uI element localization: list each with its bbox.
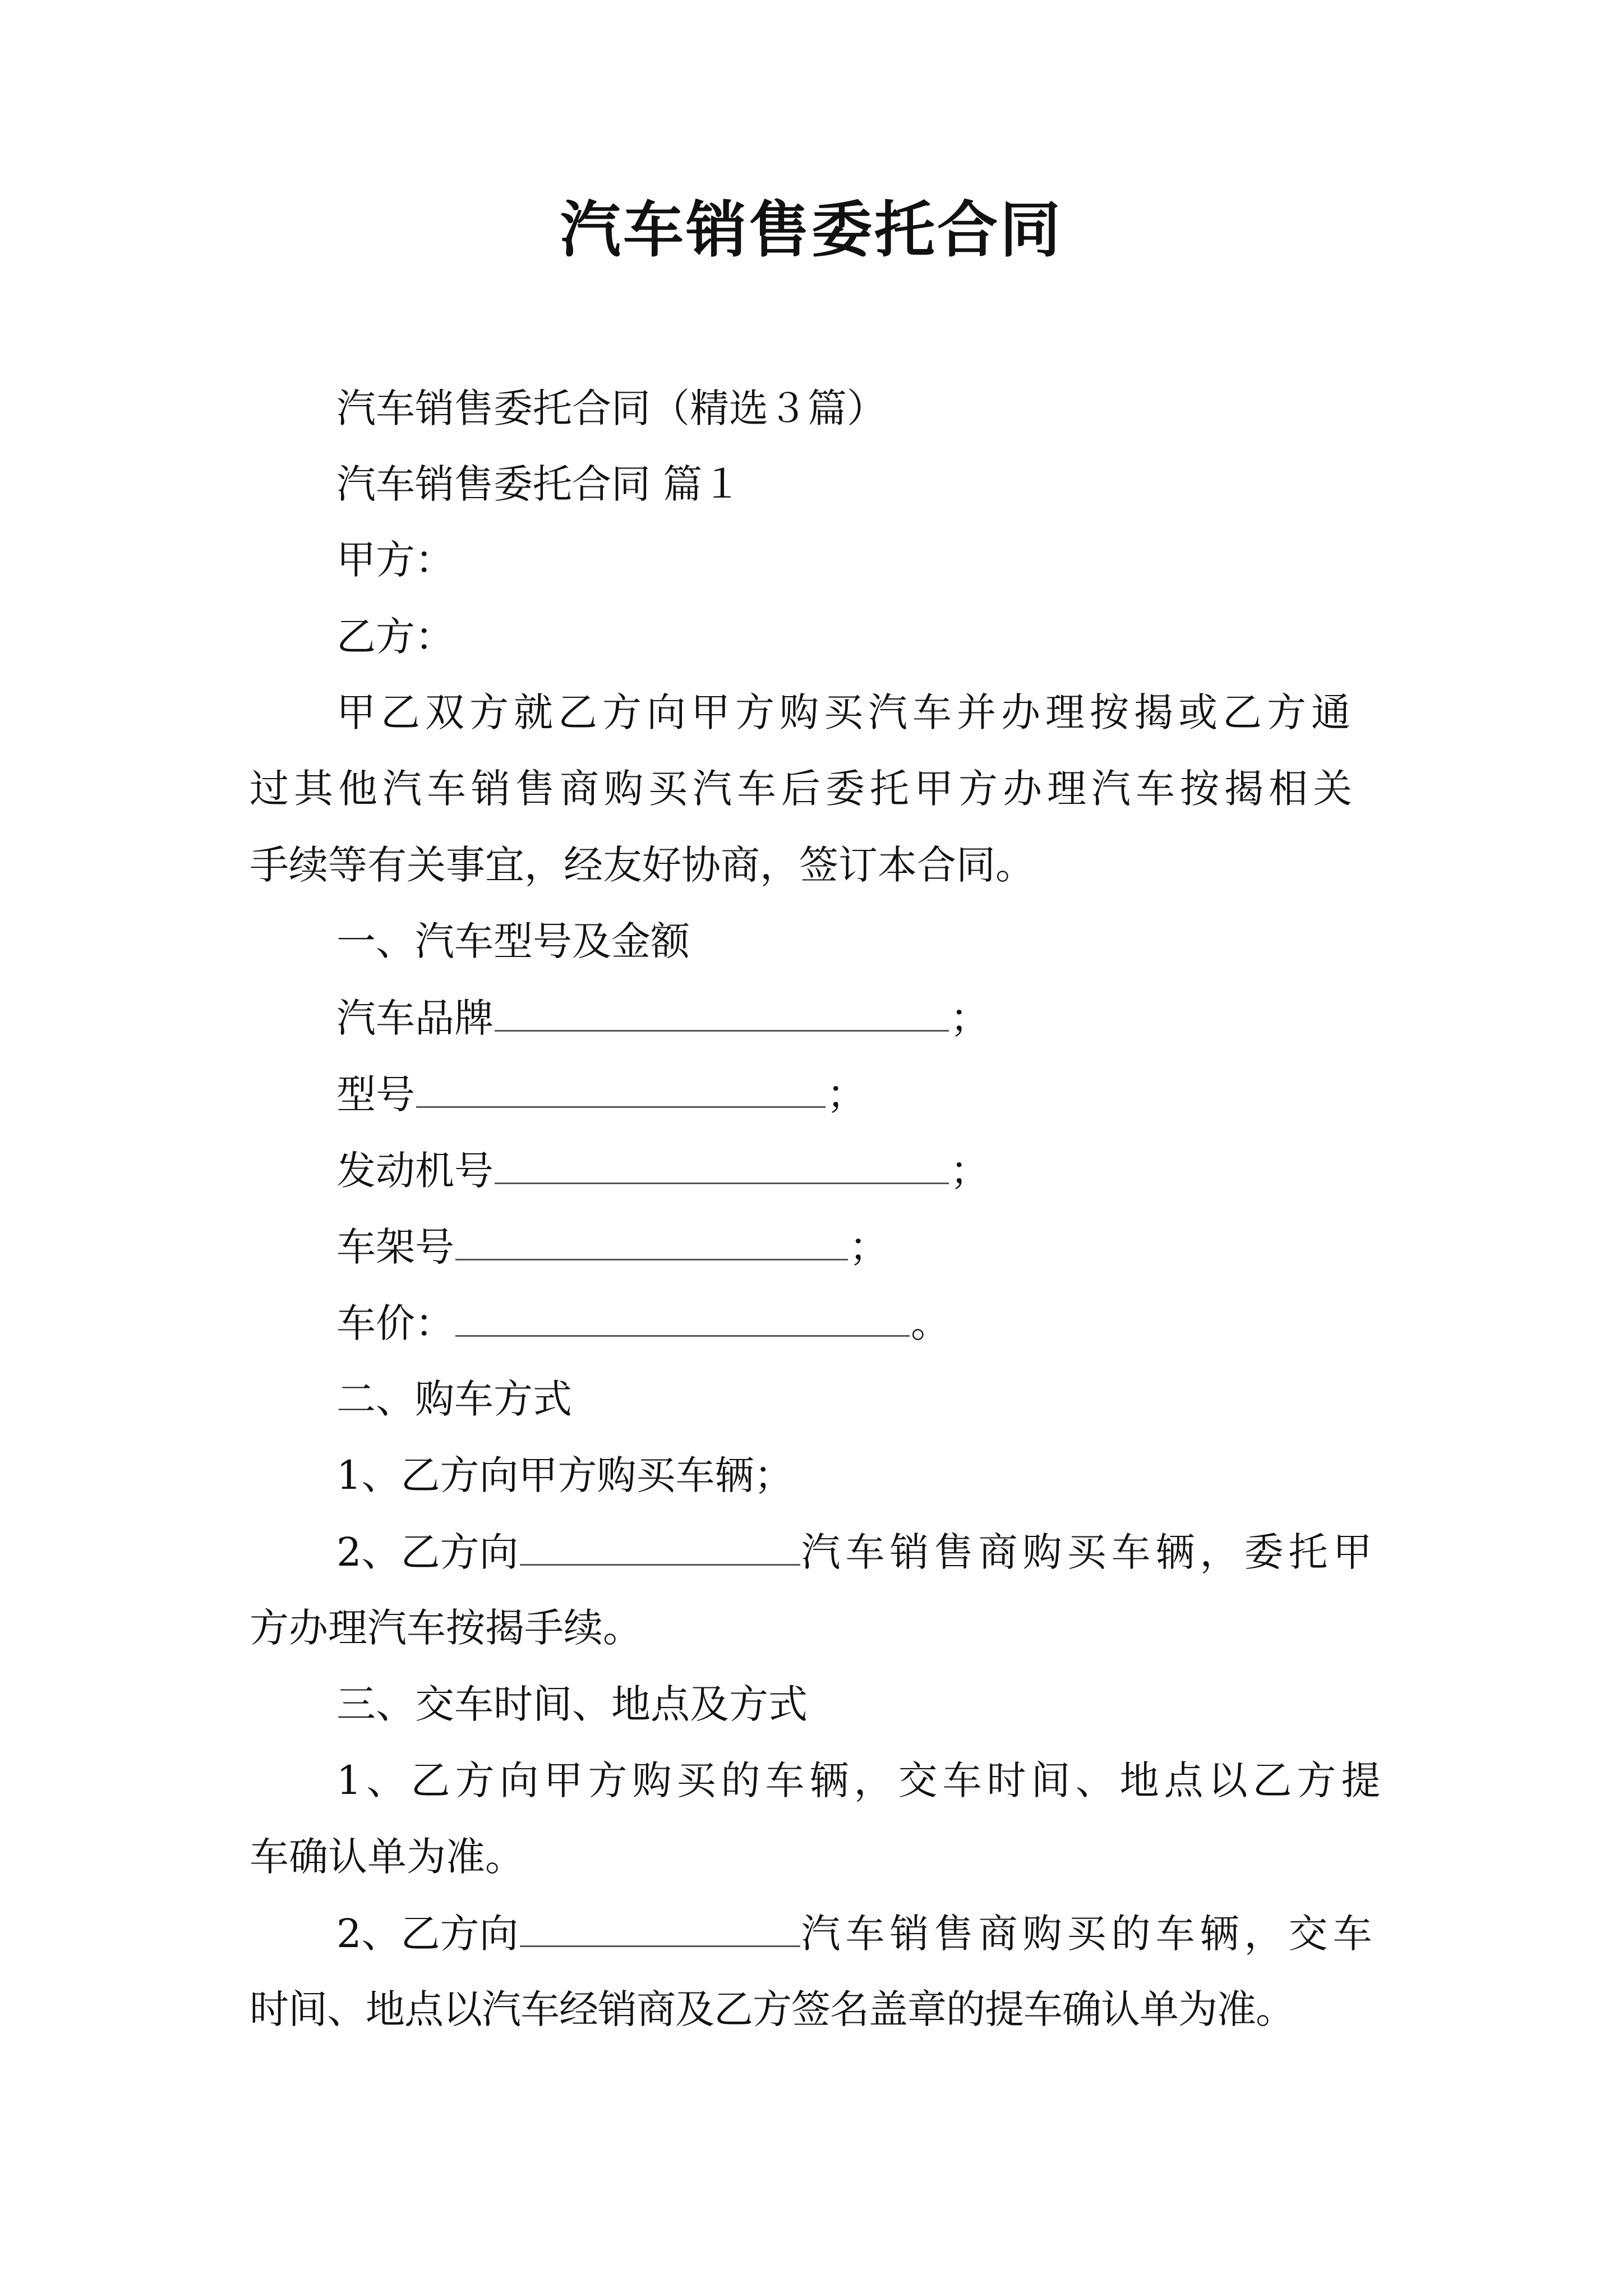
section-3-item-2 <box>336 1906 1377 1961</box>
section-1-heading: 一、汽车型号及金额 <box>336 918 690 964</box>
model-row <box>336 1067 866 1121</box>
frame-blank <box>455 1220 848 1260</box>
dealer-blank-2 <box>520 1906 800 1947</box>
engine-blank <box>495 1143 949 1184</box>
section-2-item-2-cont: 方办理汽车按揭手续。 <box>250 1605 642 1651</box>
frame-label: 车架号 <box>336 1224 454 1270</box>
engine-end: ； <box>950 1148 989 1194</box>
intro-paragraph-line-2: 过其他汽车销售商购买汽车后委托甲方办理汽车按揭相关 <box>250 766 1357 812</box>
subtitle: 汽车销售委托合同（精选３篇） <box>336 385 886 431</box>
party-a-label: 甲方： <box>336 537 454 583</box>
section-2-item-1: 1、乙方向甲方购买车辆； <box>336 1452 794 1498</box>
model-label: 型号 <box>336 1071 415 1117</box>
engine-row <box>336 1143 989 1198</box>
brand-blank <box>495 991 949 1032</box>
section-2-heading: 二、购车方式 <box>336 1376 572 1422</box>
document-title: 汽车销售委托合同 <box>560 195 1063 265</box>
brand-end: ； <box>950 995 989 1041</box>
frame-end: ； <box>849 1224 888 1270</box>
brand-label: 汽车品牌 <box>336 995 494 1041</box>
section-2-item-2-end: 汽车销售商购买车辆，委托甲 <box>801 1529 1377 1575</box>
frame-row <box>336 1220 888 1274</box>
party-b-label: 乙方： <box>336 614 454 660</box>
section-2-item-2 <box>336 1525 1377 1579</box>
section-3-item-1-cont: 车确认单为准。 <box>250 1834 524 1880</box>
section-3-item-2-end: 汽车销售商购买的车辆，交车 <box>801 1911 1377 1957</box>
price-blank <box>455 1296 910 1337</box>
dealer-blank-1 <box>520 1525 800 1566</box>
brand-row <box>336 991 989 1045</box>
section-heading: 汽车销售委托合同 篇１ <box>336 461 742 507</box>
intro-paragraph-line-1: 甲乙双方就乙方向甲方购买汽车并办理按揭或乙方通 <box>336 689 1355 735</box>
section-3-item-2-cont: 时间、地点以汽车经销商及乙方签名盖章的提车确认单为准。 <box>250 1986 1294 2032</box>
engine-label: 发动机号 <box>336 1148 494 1194</box>
model-blank <box>416 1067 826 1108</box>
section-2-item-2-start: 2、乙方向 <box>336 1529 519 1575</box>
price-row <box>336 1296 950 1350</box>
price-end: 。 <box>911 1300 950 1346</box>
intro-paragraph-line-3: 手续等有关事宜，经友好协商，签订本合同。 <box>250 842 1035 888</box>
section-3-item-1: 1、乙方向甲方购买的车辆，交车时间、地点以乙方提 <box>336 1757 1386 1803</box>
section-3-item-2-start: 2、乙方向 <box>336 1911 519 1957</box>
model-end: ； <box>827 1071 866 1117</box>
price-label: 车价： <box>336 1300 454 1346</box>
section-3-heading: 三、交车时间、地点及方式 <box>336 1681 808 1727</box>
